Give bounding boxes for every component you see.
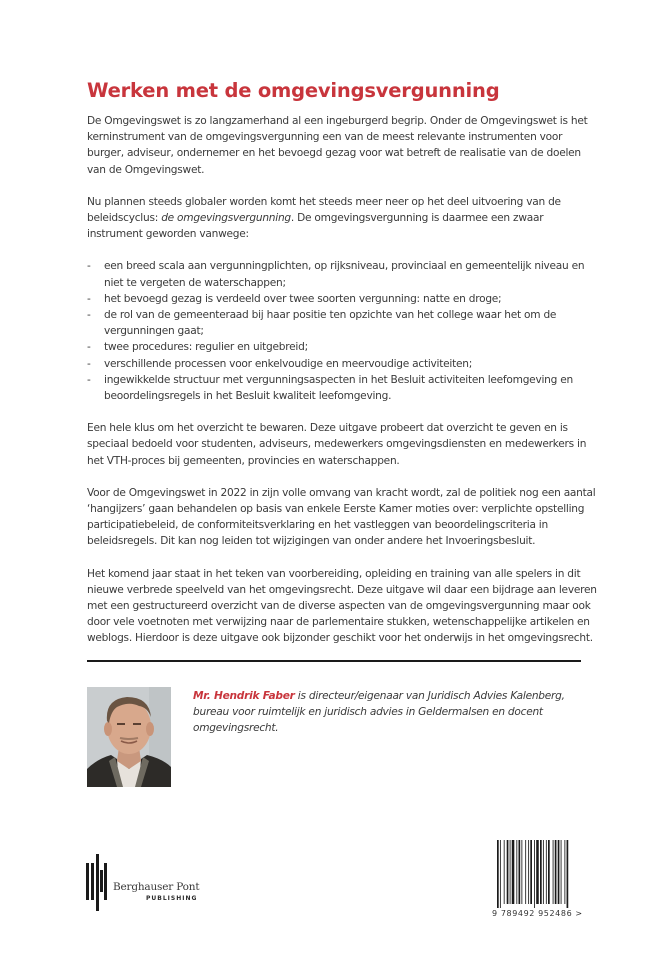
portrait-illustration [87,687,171,787]
barcode-bar [521,840,522,904]
list-item [87,307,597,339]
author-name: Mr. Hendrik Faber [193,690,295,702]
bullet-dash: - [87,260,91,273]
paragraph-intro: De Omgevingswet is zo langzamerhand al een ingeburgerd begrip. Onder de Omgevingswet is het kerninstrument van de omgevingsvergunning een van de meest relevante instrumenten voor burger, adviseur, ondernemer en het bevoegd gezag voor wat betreft de realisatie van de doelen van de Omgevingswet. [87,115,588,176]
isbn-number: 9 789492 952486 > [492,909,583,918]
list-item [87,291,597,307]
list-item-text: ingewikkelde structuur met vergunningsaspecten in het Besluit activiteiten leefomgeving en beoordelingsregels in het Besluit kwaliteit leefomgeving. [104,373,573,403]
bullet-dash: - [87,373,91,386]
barcode-bar [561,840,562,904]
paragraph-text: Nu plannen steeds globaler worden komt het steeds meer neer op het deel uitvoering van de beleidscyclus: [87,195,561,225]
divider-rule [87,660,581,662]
barcode-bar [553,840,554,904]
list-item [87,258,597,290]
bullet-dash: - [87,341,91,354]
publisher-name: Berghauser Pont [113,881,200,893]
list-item [87,356,597,372]
barcode-bar [497,840,499,908]
bullet-list [87,258,597,404]
barcode-bar [536,840,539,904]
list-item-text: een breed scala aan vergunningplichten, op rijksniveau, provinciaal en gemeentelijk niveau en niet te vergeten de waterschappen; [104,260,585,289]
barcode-bar [519,840,521,904]
author-bio [193,688,593,737]
body-text [87,113,597,663]
list-item-text: verschillende processen voor enkelvoudige en meervoudige activiteiten; [104,357,473,370]
author-portrait-icon [87,687,171,787]
paragraph-overview: Een hele klus om het overzicht te bewaren. Deze uitgave probeert dat overzicht te geven en is speciaal bedoeld voor studenten, adviseurs, medewerkers omgevingsdiensten en medewerkers in het VTH-proces bij gemeenten, provincies en waterschappen. [87,422,587,467]
barcode-bar [516,840,517,904]
barcode-bar [548,840,550,904]
barcode-bar [543,840,544,904]
barcode-bar [525,840,526,904]
publisher-subtitle: PUBLISHING [146,895,198,902]
paragraph-text: . De omgevingsvergunning is daarmee een zwaar instrument geworden vanwege: [87,212,544,241]
page-title: Werken met de omgevingsvergunning [87,79,500,102]
barcode-bar [555,840,557,904]
barcode-bar [530,840,532,904]
list-item [87,372,597,404]
barcode-bar [540,840,542,904]
barcode-bar [534,840,535,908]
paragraph-beleidscyclus [87,194,597,243]
barcode-bar [564,840,565,904]
barcode-bar [507,840,509,904]
list-item-text: de rol van de gemeenteraad bij haar positie ten opzichte van het college waar het om de vergunningen gaat; [104,309,557,338]
paragraph-politics: Voor de Omgevingswet in 2022 in zijn volle omvang van kracht wordt, zal de politiek nog een aantal ‘hangijzers’ gaan behandelen op basis van enkele Eerste Kamer moties over: verplichte opstelling participatiebeleid, de conformiteitsverklaring en het vastleggen van beoordelingscriteria in beleidsregels. Dit kan nog leiden tot wijzigingen van onder andere het Invoeringsbesluit. [87,486,596,548]
barcode-bar [512,840,515,904]
list-item-text: het bevoegd gezag is verdeeld over twee soorten vergunning: natte en droge; [104,292,502,305]
bullet-dash: - [87,357,91,370]
barcode-bar [510,840,511,904]
emphasis-text: de omgevingsvergunning [161,212,291,225]
author-bio-text: is directeur/eigenaar van Juridisch Advies Kalenberg, bureau voor ruimtelijk en juridisch advies in Geldermalsen en docent omgevingsrecht. [193,690,565,735]
barcode-bar [567,840,569,908]
bullet-dash: - [87,292,91,305]
barcode-bar [546,840,547,904]
barcode-bar [528,840,529,904]
barcode-bar [500,840,501,908]
list-item-text: twee procedures: regulier en uitgebreid; [104,341,308,354]
bullet-dash: - [87,309,91,322]
paragraph-training: Het komend jaar staat in het teken van voorbereiding, opleiding en training van alle spelers in dit nieuwe verbrede speelveld van het omgevingsrecht. Deze uitgave wil daar een bijdrage aan leveren met een gestructureerd overzicht van de diverse aspecten van de omgevingsvergunning maar ook door vele voetnoten met verwijzing naar de parlementaire stukken, wetenschappelijke artikelen en weblogs. Hierdoor is deze uitgave ook bijzonder geschikt voor het onderwijs in het omgevingsrecht. [87,567,597,645]
list-item [87,339,597,355]
barcode-bar [504,840,505,904]
barcode-bar [558,840,560,904]
barcode-icon [496,840,578,908]
